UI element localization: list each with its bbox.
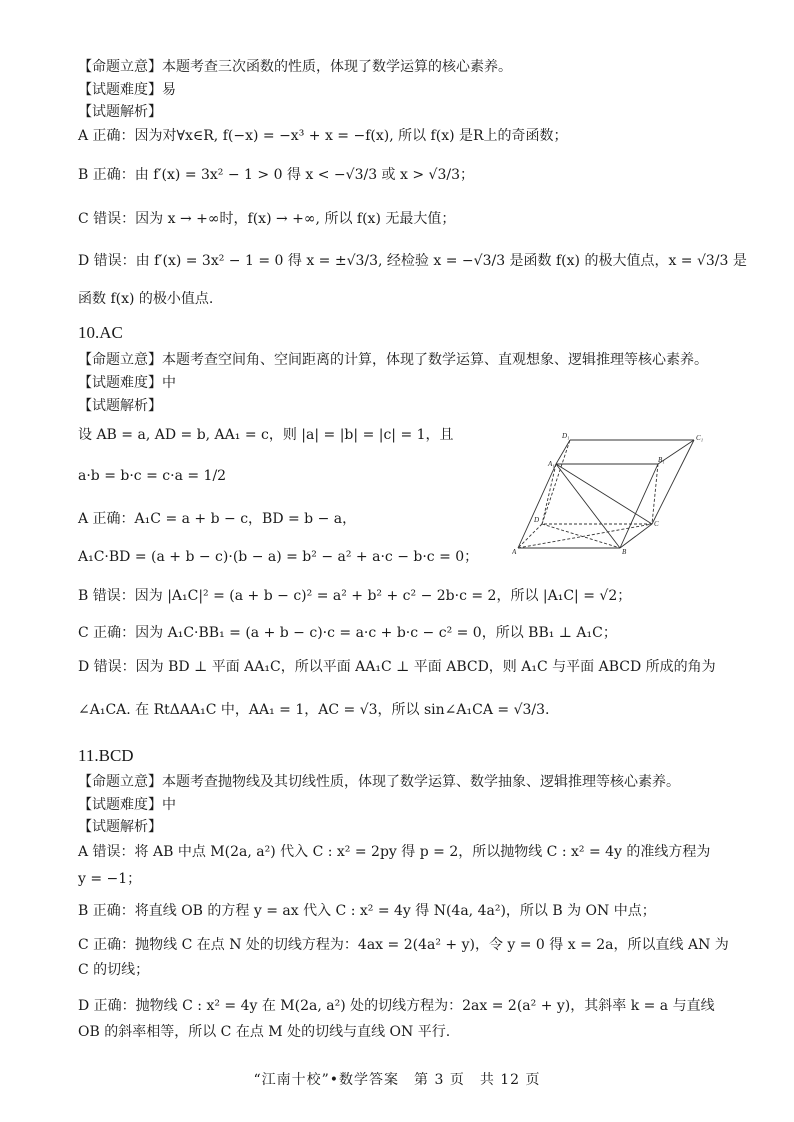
label-a: A <box>512 548 517 556</box>
q11-option-d-line2: OB 的斜率相等，所以 C 在点 M 处的切线与直线 ON 平行. <box>78 1024 451 1040</box>
section-11-heading: 11.BCD <box>78 746 134 765</box>
q11-difficulty: 【试题难度】中 <box>78 797 176 813</box>
q10-vector-setup: 设 AB = a, AD = b, AA₁ = c，则 |a| = |b| = |c| = 1，且 <box>78 427 454 443</box>
q9-option-a: A 正确：因为对∀x∈R, f(−x) = −x³ + x = −f(x), 所以 f(x) 是R上的奇函数； <box>78 128 568 144</box>
edge-a-a1 <box>518 464 556 548</box>
q11-option-a-line1: A 错误：将 AB 中点 M(2a, a²) 代入 C : x² = 2py 得 p = 2，所以抛物线 C : x² = 4y 的准线方程为 <box>78 844 711 860</box>
label-c: C <box>654 520 659 528</box>
q10-option-c: C 正确：因为 A₁C·BB₁ = (a + b − c)·c = a·c + b·c − c² = 0，所以 BB₁ ⊥ A₁C； <box>78 625 617 641</box>
section-10-heading: 10.AC <box>78 323 123 342</box>
q11-option-b: B 正确：将直线 OB 的方程 y = ax 代入 C : x² = 4y 得 N(4a, 4a²)，所以 B 为 ON 中点； <box>78 903 656 919</box>
page-footer: “江南十校”•数学答案 第 3 页 共 12 页 <box>253 1072 541 1088</box>
q9-option-d-line1: D 错误：由 f′(x) = 3x² − 1 = 0 得 x = ±√3/3, 经检验 x = −√3/3 是函数 f(x) 的极大值点，x = √3/3 是 <box>78 253 747 269</box>
q9-analysis: 【试题解析】 <box>78 104 162 120</box>
q10-option-a-line1: A 正确：A₁C = a + b − c，BD = b − a， <box>78 511 357 527</box>
line-a1-d <box>542 464 556 524</box>
q10-intent: 【命题立意】本题考查空间角、空间距离的计算，体现了数学运算、直观想象、逻辑推理等核心素养。 <box>78 352 708 368</box>
q9-intent: 【命题立意】本题考查三次函数的性质，体现了数学运算的核心素养。 <box>78 59 512 75</box>
q11-intent: 【命题立意】本题考查抛物线及其切线性质，体现了数学运算、数学抽象、逻辑推理等核心素养。 <box>78 774 680 790</box>
edge-c-c1 <box>652 440 694 524</box>
label-c1: C₁ <box>696 434 704 442</box>
line-a1-c <box>556 464 652 524</box>
label-b: B <box>622 548 627 556</box>
q9-option-b: B 正确：由 f′(x) = 3x² − 1 > 0 得 x < −√3/3 或 x > √3/3； <box>78 167 474 183</box>
q9-option-c: C 错误：因为 x → +∞时，f(x) → +∞, 所以 f(x) 无最大值； <box>78 211 456 227</box>
q10-option-b: B 错误：因为 |A₁C|² = (a + b − c)² = a² + b² + c² − 2b·c = 2，所以 |A₁C| = √2； <box>78 588 632 604</box>
edge-b-b1 <box>620 464 658 548</box>
q9-option-d-line2: 函数 f(x) 的极小值点. <box>78 291 214 307</box>
edge-d-d1 <box>542 440 570 524</box>
q10-option-d-line2: ∠A₁CA. 在 RtΔAA₁C 中，AA₁ = 1，AC = √3，所以 sin∠A₁CA = √3/3. <box>78 702 550 718</box>
q11-option-c-line2: C 的切线； <box>78 962 150 978</box>
q11-analysis: 【试题解析】 <box>78 819 162 835</box>
q10-option-d-line1: D 错误：因为 BD ⊥ 平面 AA₁C，所以平面 AA₁C ⊥ 平面 ABCD，则 A₁C 与平面 ABCD 所成的角为 <box>78 659 716 675</box>
line-b-d <box>542 524 620 548</box>
label-d: D <box>534 516 540 524</box>
edge-b-c <box>620 524 652 548</box>
label-b1: B₁ <box>658 456 665 464</box>
label-d1: D₁ <box>562 432 570 440</box>
q11-option-c-line1: C 正确：抛物线 C 在点 N 处的切线方程为：4ax = 2(4a² + y)，令 y = 0 得 x = 2a，所以直线 AN 为 <box>78 937 729 953</box>
q11-option-a-line2: y = −1； <box>78 871 142 887</box>
parallelepiped-figure <box>512 432 712 556</box>
q11-option-d-line1: D 正确：抛物线 C : x² = 4y 在 M(2a, a²) 处的切线方程为：2ax = 2(a² + y)，其斜率 k = a 与直线 <box>78 998 715 1014</box>
label-a1: A₁ <box>548 460 555 468</box>
q10-option-a-line2: A₁C·BD = (a + b − c)·(b − a) = b² − a² + a·c − b·c = 0； <box>78 549 479 565</box>
q10-analysis: 【试题解析】 <box>78 398 162 414</box>
q9-difficulty: 【试题难度】易 <box>78 82 176 98</box>
q10-difficulty: 【试题难度】中 <box>78 375 176 391</box>
line-b1-c <box>652 464 658 524</box>
q10-dot-products: a·b = b·c = c·a = 1/2 <box>78 468 227 484</box>
